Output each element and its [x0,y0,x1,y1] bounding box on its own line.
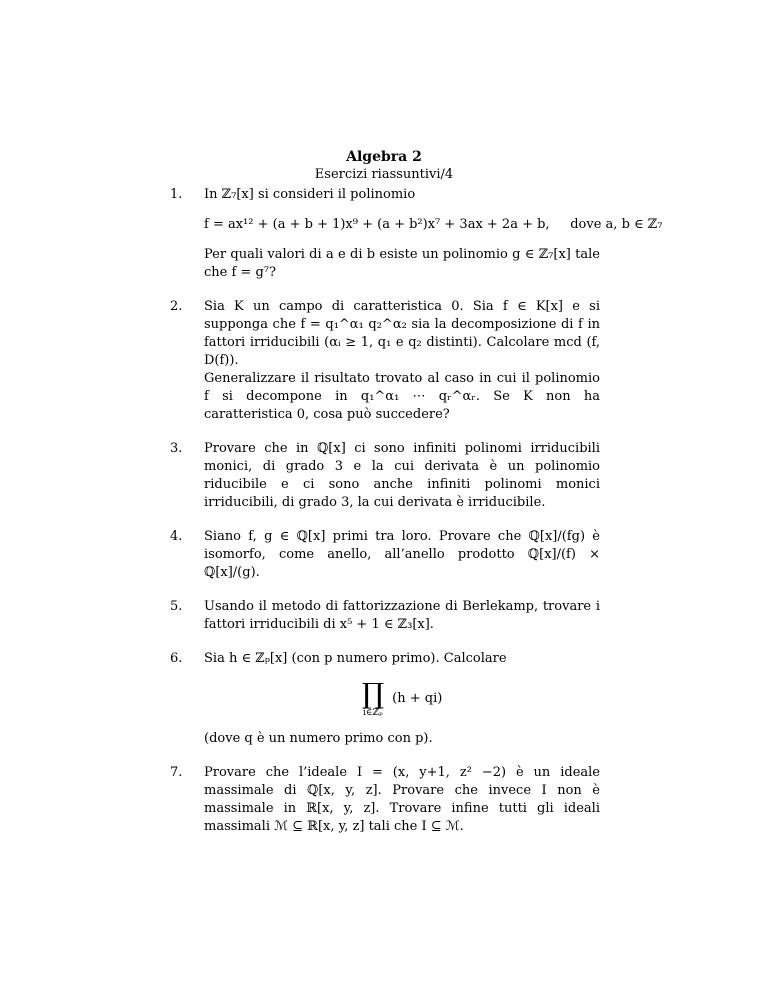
exercise-1 [170,186,663,282]
formula-expression: f = ax¹² + (a + b + 1)x⁹ + (a + b²)x⁷ + 3ax + 2a + b, [204,217,550,232]
exercise-text-continued: Generalizzare il risultato trovato al caso in cui il polinomio f si decompone in q₁^α₁ ⋯ qᵣ^αᵣ. Se K non ha caratteristica 0, cosa può succedere? [204,371,600,422]
polynomial-formula [204,216,663,234]
product-symbol: ∏ [361,677,384,710]
exercise-number: 4. [170,529,183,544]
product-argument: (h + qi) [392,691,443,706]
exercise-text: Provare che in ℚ[x] ci sono infiniti polinomi irriducibili monici, di grado 3 e la cui derivata è un polinomio riducibile e ci sono anche infiniti polinomi monici irriducibili, di grado 3, la cui derivata è irriducibile. [204,441,600,510]
exercise-text: Provare che l’ideale I = (x, y+1, z² −2) è un ideale massimale di ℚ[x, y, z]. Provare che invece I non è massimale in ℝ[x, y, z]. Trovare infine tutti gli ideali massimali ℳ ⊆ ℝ[x, y, z] tali che I ⊆ ℳ. [204,765,600,834]
exercise-number: 6. [170,651,183,666]
exercise-note: (dove q è un numero primo con p). [204,731,433,746]
exercise-7 [170,764,600,836]
exercise-question: Per quali valori di a e di b esiste un polinomio g ∈ ℤ₇[x] tale che f = g⁷? [204,247,600,280]
exercise-number: 5. [170,599,183,614]
exercise-5 [170,598,600,634]
exercise-number: 3. [170,441,183,456]
exercise-text: Siano f, g ∈ ℚ[x] primi tra loro. Provare che ℚ[x]/(fg) è isomorfo, come anello, all’anello prodotto ℚ[x]/(f) × ℚ[x]/(g). [204,529,600,580]
exercise-list [170,186,663,852]
product-formula [204,677,600,718]
product-subscript: i∈ℤₚ [362,708,383,718]
exercise-text: Usando il metodo di fattorizzazione di Berlekamp, trovare i fattori irriducibili di x⁵ + 1 ∈ ℤ₃[x]. [204,599,600,632]
formula-note: dove a, b ∈ ℤ₇ [570,217,663,232]
exercise-number: 1. [170,187,183,202]
exercise-intro: Sia h ∈ ℤₚ[x] (con p numero primo). Calcolare [204,651,507,666]
exercise-3 [170,440,600,512]
exercise-number: 2. [170,299,183,314]
document-header [0,148,768,184]
exercise-text: Sia K un campo di caratteristica 0. Sia f ∈ K[x] e si supponga che f = q₁^α₁ q₂^α₂ sia la decomposizione di f in fattori irriducibili (αᵢ ≥ 1, q₁ e q₂ distinti). Calcolare mcd (f, D(f)). [204,299,600,368]
document-subtitle: Esercizi riassuntivi/4 [314,167,454,182]
exercise-2 [170,298,600,424]
product-operator [361,677,384,718]
exercise-6 [170,650,600,748]
exercise-intro: In ℤ₇[x] si consideri il polinomio [204,187,416,202]
exercise-4 [170,528,600,582]
document-title: Algebra 2 [346,149,422,165]
exercise-number: 7. [170,765,183,780]
